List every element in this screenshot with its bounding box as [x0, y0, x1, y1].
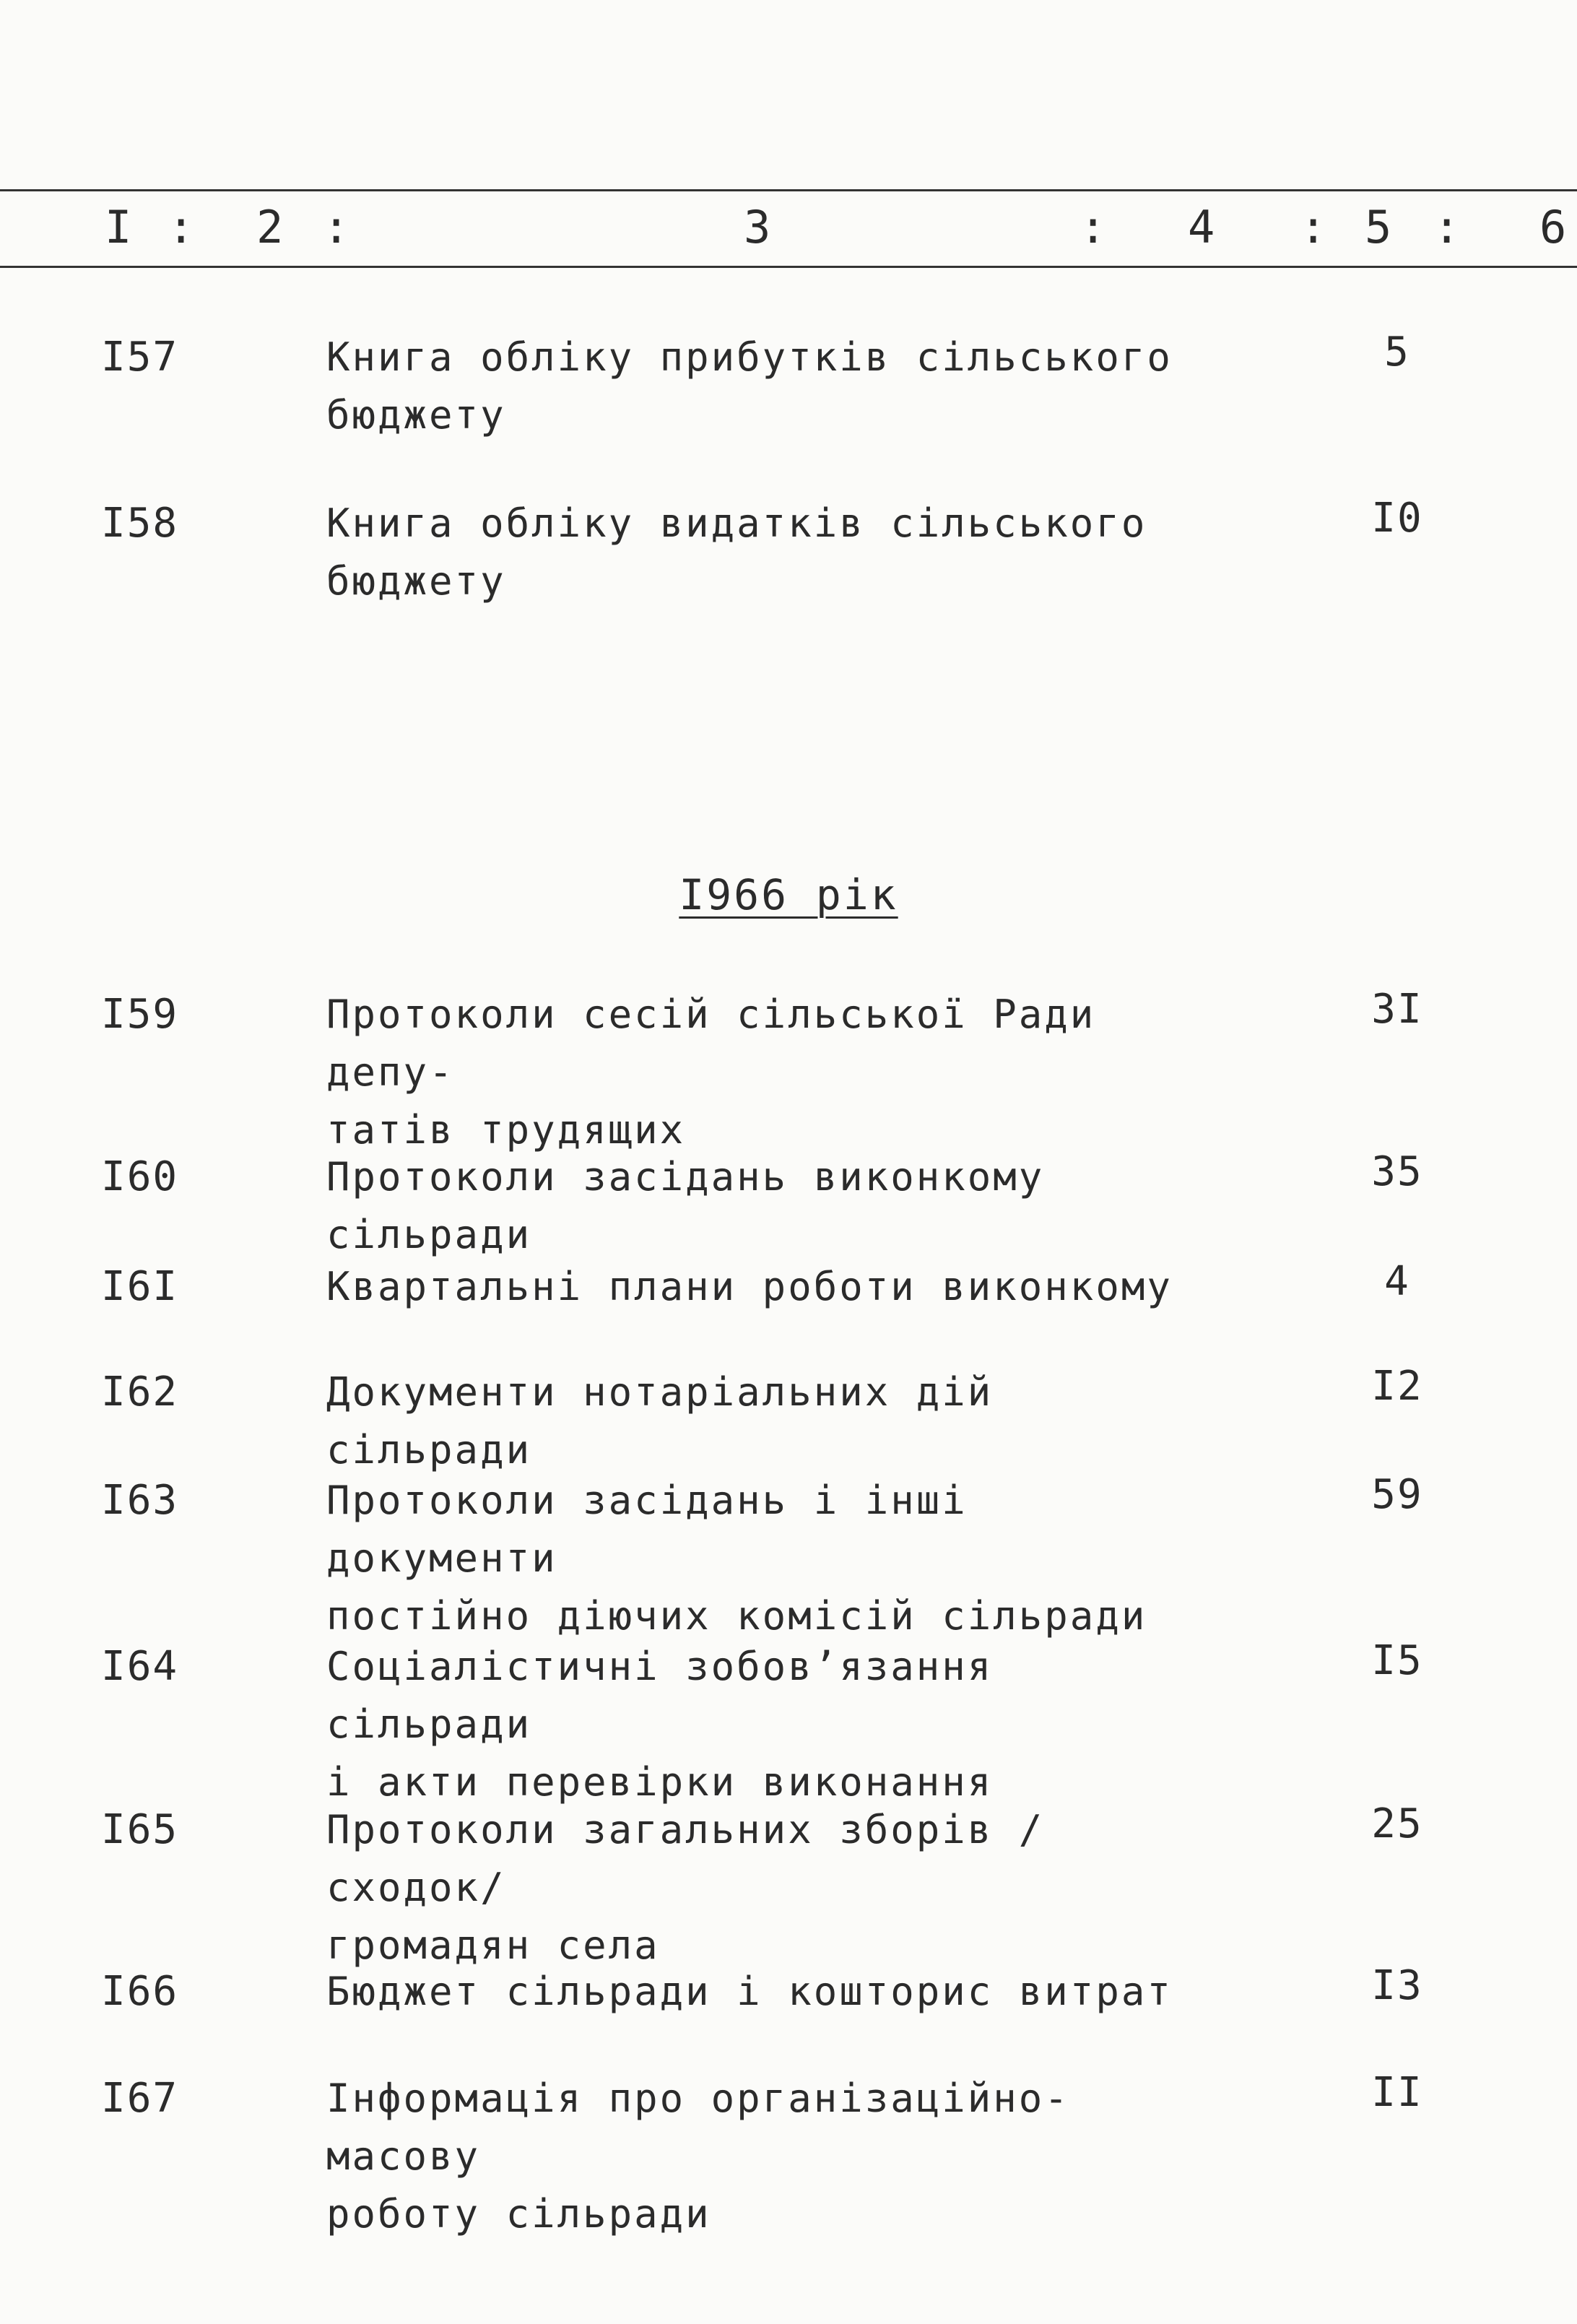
- item-number: I64: [101, 1643, 179, 1690]
- item-count: I3: [1371, 1962, 1423, 2009]
- col-4: 4: [1188, 201, 1215, 253]
- item-count: 25: [1371, 1800, 1423, 1847]
- item-title: Інформація про організаційно-масову роботу сільради: [326, 2076, 1070, 2237]
- item-count: II: [1371, 2069, 1423, 2116]
- item-count: 5: [1384, 329, 1410, 376]
- item-title: Протоколи сесій сільської Ради депу- татів трудящих: [326, 992, 1096, 1153]
- item-number: I59: [101, 991, 179, 1038]
- item-count: I0: [1371, 495, 1423, 542]
- item-title: Протоколи засідань і інші документи постійно діючих комісій сільради: [326, 1478, 1147, 1639]
- item-number: I58: [101, 500, 179, 547]
- item-number: I67: [101, 2075, 179, 2122]
- item-number: I62: [101, 1369, 179, 1415]
- item-count: I2: [1371, 1363, 1423, 1410]
- item-title: Протоколи засідань виконкому сільради: [326, 1154, 1045, 1257]
- item-count: 59: [1371, 1471, 1423, 1518]
- header-top-rule: [0, 189, 1577, 191]
- item-title: Документи нотаріальних дій сільради: [326, 1369, 994, 1473]
- item-title: Соціалістичні зобов’язання сільради і акти перевірки виконання: [326, 1644, 994, 1805]
- item-count: I5: [1371, 1637, 1423, 1684]
- item-number: I65: [101, 1806, 179, 1853]
- col-sep: :: [323, 201, 350, 253]
- col-3: 3: [744, 201, 771, 253]
- item-title: Квартальні плани роботи виконкому: [326, 1264, 1173, 1309]
- item-title: Книга обліку прибутків сільського бюджету: [326, 334, 1173, 438]
- col-5: 5: [1365, 201, 1392, 253]
- item-number: I66: [101, 1968, 179, 2015]
- col-6: 6: [1539, 201, 1567, 253]
- item-number: I63: [101, 1477, 179, 1524]
- item-count: 4: [1384, 1258, 1410, 1305]
- col-1: I: [105, 201, 132, 253]
- col-sep: :: [1079, 201, 1107, 253]
- year-heading: I966 рік: [679, 870, 898, 919]
- item-title: Книга обліку видатків сільського бюджету: [326, 500, 1147, 604]
- item-title: Бюджет сільради і кошторис витрат: [326, 1969, 1173, 2014]
- col-2: 2: [256, 201, 284, 253]
- item-count: 35: [1371, 1148, 1423, 1195]
- col-sep: :: [1433, 201, 1461, 253]
- item-title: Протоколи загальних зборів /сходок/ громадян села: [326, 1807, 1045, 1968]
- col-sep: :: [168, 201, 195, 253]
- item-number: I57: [101, 334, 179, 381]
- item-count: 3I: [1371, 986, 1423, 1033]
- item-number: I6I: [101, 1263, 179, 1310]
- header-bottom-rule: [0, 266, 1577, 268]
- col-sep: :: [1300, 201, 1327, 253]
- item-number: I60: [101, 1153, 179, 1200]
